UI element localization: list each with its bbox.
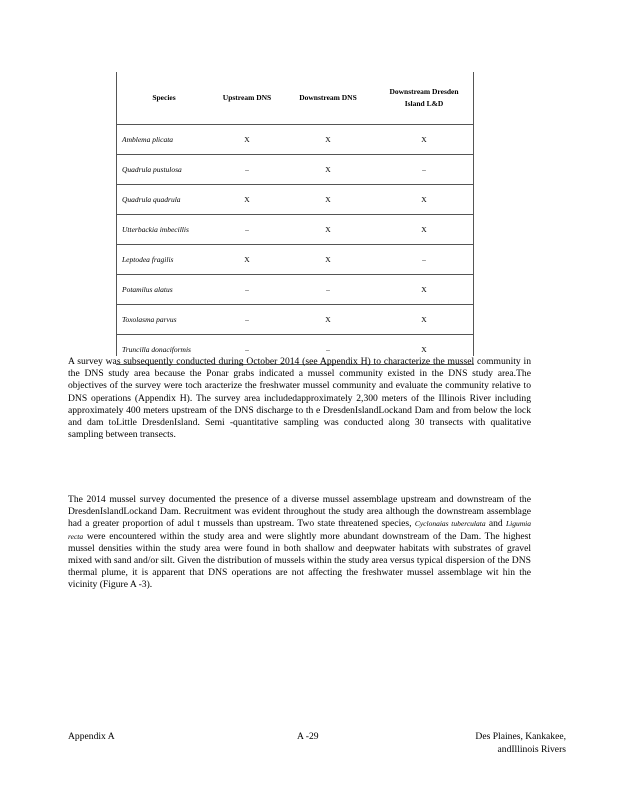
table-row <box>116 245 474 275</box>
downstream-cell: X <box>282 245 374 275</box>
table-row <box>116 185 474 215</box>
species-name: Quadrula pustulosa <box>116 155 212 185</box>
dresden-cell: X <box>374 125 474 155</box>
table-header-row <box>116 72 474 125</box>
table-row <box>116 275 474 305</box>
upstream-cell: X <box>212 185 282 215</box>
header-downstream: Downstream DNS <box>282 72 374 125</box>
upstream-cell: – <box>212 335 282 365</box>
upstream-cell: – <box>212 305 282 335</box>
results-text-start: The 2014 mussel survey documented the presence of a diverse mussel assemblage upstream and downstream of the DresdenIslandLockand Dam. Recruitment was evident throughout the study area although the downstream assemblage had a greater proportion of adul t mussels than upstream. Two state threatened species, <box>68 494 531 530</box>
header-dresden-line1: Downstream Dresden <box>389 87 459 96</box>
footer-appendix-label: Appendix A <box>68 731 115 742</box>
species-name: Potamilus alatus <box>116 275 212 305</box>
upstream-cell: – <box>212 155 282 185</box>
species-name: Leptodea fragilis <box>116 245 212 275</box>
dresden-cell: X <box>374 335 474 365</box>
survey-paragraph: A survey was subsequently conducted during October 2014 (see Appendix H) to characterize the mussel community in the DNS study area because the Ponar grabs indicated a mussel community existed in the DNS study area.The objectives of the survey were toch aracterize the freshwater mussel community and evaluate the community relative to DNS operations (Appendix H). The survey area includedapproximately 2,300 meters of the Illinois River including approximately 400 meters upstream of the DNS discharge to th e DresdenIslandLockand Dam and from below the lock and dam toLittle DresdenIsland. Semi -quantitative sampling was conducted along 30 transects with qualitative sampling between transects. <box>68 356 531 441</box>
dresden-cell: X <box>374 305 474 335</box>
species-name: Toxolasma parvus <box>116 305 212 335</box>
downstream-cell: X <box>282 155 374 185</box>
dresden-cell: X <box>374 275 474 305</box>
results-text-end: were encountered within the study area and were slightly more abundant downstream of the Dam. The highest mussel densities within the study area were found in both shallow and deepwater habitats with substrates of gravel mixed with sand and/or silt. Given the distribution of mussels within the study area versus typical dispersion of the DNS thermal plume, it is apparent that DNS operations are not affecting the freshwater mussel assemblage wit hin the vicinity (Figure A -3). <box>68 530 531 591</box>
downstream-cell: X <box>282 185 374 215</box>
results-text-and: and <box>488 518 503 530</box>
species-name: Truncilla donaciformis <box>116 335 212 365</box>
dresden-cell: X <box>374 185 474 215</box>
species-table <box>116 72 474 365</box>
threatened-species-1: Cyclonaias tuberculata <box>414 519 486 529</box>
upstream-cell: – <box>212 275 282 305</box>
table-row <box>116 215 474 245</box>
results-paragraph <box>68 494 531 592</box>
species-name: Utterbackia imbecillis <box>116 215 212 245</box>
footer-river-line2: andIllinois Rivers <box>497 743 566 755</box>
header-upstream: Upstream DNS <box>212 72 282 125</box>
header-species: Species <box>116 72 212 125</box>
upstream-cell: – <box>212 215 282 245</box>
table-row <box>116 155 474 185</box>
species-name: Quadrula quadrula <box>116 185 212 215</box>
downstream-cell: – <box>282 335 374 365</box>
downstream-cell: X <box>282 305 374 335</box>
threatened-species-2: Ligumia recta <box>68 519 532 541</box>
upstream-cell: X <box>212 245 282 275</box>
footer-page-number: A -29 <box>297 731 319 742</box>
header-dresden-line2: Island L&D <box>404 99 444 108</box>
table-row <box>116 125 474 155</box>
downstream-cell: X <box>282 215 374 245</box>
dresden-cell: – <box>374 155 474 185</box>
dresden-cell: X <box>374 215 474 245</box>
species-name: Amblema plicata <box>116 125 212 155</box>
footer-river-names <box>440 731 566 756</box>
table-row <box>116 305 474 335</box>
downstream-cell: – <box>282 275 374 305</box>
header-dresden <box>374 72 474 125</box>
downstream-cell: X <box>282 125 374 155</box>
dresden-cell: – <box>374 245 474 275</box>
footer-river-line1: Des Plaines, Kankakee, <box>475 731 566 742</box>
upstream-cell: X <box>212 125 282 155</box>
